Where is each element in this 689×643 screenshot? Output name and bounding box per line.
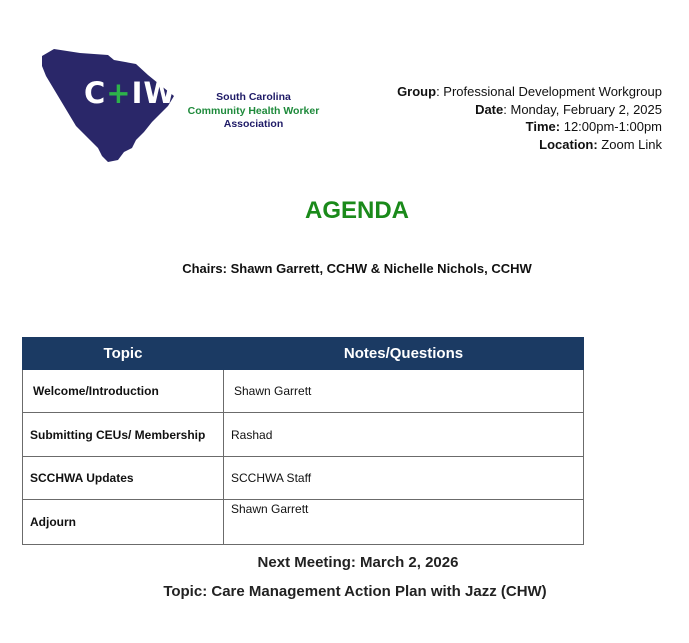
next-topic: Topic: Care Management Action Plan with Jazz (CHW) xyxy=(163,583,547,600)
notes-cell: Shawn Garrett xyxy=(224,500,584,545)
table-row xyxy=(23,370,584,413)
next-meeting: Next Meeting: March 2, 2026 xyxy=(257,554,459,571)
notes-cell: Shawn Garrett xyxy=(224,370,584,413)
logo-mark-w: IW xyxy=(131,76,177,110)
notes-cell: SCCHWA Staff xyxy=(224,457,584,500)
logo-mark xyxy=(84,76,176,110)
topic-cell: Adjourn xyxy=(23,500,224,545)
org-name xyxy=(176,91,331,132)
logo-mark-c: C xyxy=(84,76,107,110)
topic-cell: Welcome/Introduction xyxy=(23,370,224,413)
table-row xyxy=(23,500,584,545)
notes-header: Notes/Questions xyxy=(224,338,584,370)
org-name-line2: Community Health Worker xyxy=(187,104,320,117)
group-line: Group: Professional Development Workgroup xyxy=(397,84,662,99)
agenda-table xyxy=(22,337,584,545)
org-name-line3: Association xyxy=(223,118,284,130)
notes-cell: Rashad xyxy=(224,413,584,457)
org-name-line1: South Carolina xyxy=(216,91,291,103)
location-line: Location: Zoom Link xyxy=(539,136,662,152)
time-line: Time: 12:00pm-1:00pm xyxy=(525,119,662,134)
date-line: Date: Monday, February 2, 2025 xyxy=(475,101,662,117)
topic-cell: SCCHWA Updates xyxy=(23,457,224,500)
topic-cell: Submitting CEUs/ Membership xyxy=(23,413,224,457)
page-title: AGENDA xyxy=(304,197,409,224)
topic-header: Topic xyxy=(23,338,224,370)
zoom-link[interactable]: Zoom Link xyxy=(601,136,662,152)
org-logo xyxy=(40,44,330,164)
chairs-line: Chairs: Shawn Garrett, CCHW & Nichelle Nichols, CCHW xyxy=(182,261,532,276)
table-row xyxy=(23,457,584,500)
meeting-details xyxy=(397,83,662,153)
table-row xyxy=(23,413,584,457)
logo-plus-icon: + xyxy=(106,76,132,110)
